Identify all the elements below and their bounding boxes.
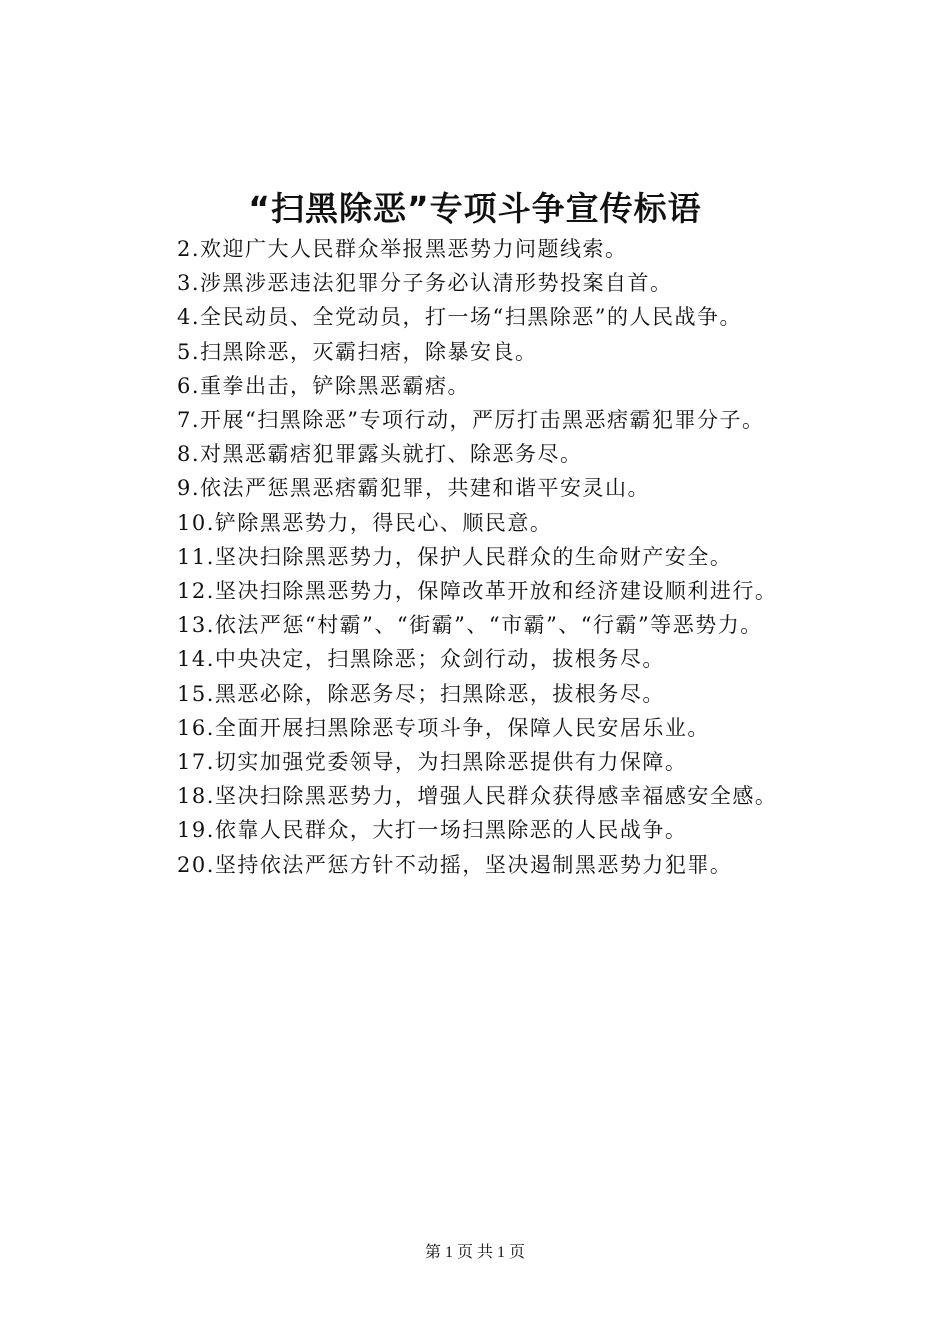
slogan-paragraph: 7.开展“扫黑除恶”专项行动，严厉打击黑恶痞霸犯罪分子。 <box>177 408 765 433</box>
page-footer: 第 1 页 共 1 页 <box>424 1244 525 1261</box>
slogan-paragraph: 20.坚持依法严惩方针不动摇，坚决遏制黑恶势力犯罪。 <box>177 852 733 877</box>
slogan-paragraph: 4.全民动员、全党动员，打一场“扫黑除恶”的人民战争。 <box>177 305 743 330</box>
document-body <box>130 232 840 882</box>
slogan-paragraph: 5.扫黑除恶，灭霸扫痞，除暴安良。 <box>177 339 538 364</box>
document-title: “扫黑除恶”专项斗争宣传标语 <box>248 189 702 228</box>
slogan-paragraph: 15.黑恶必除，除恶务尽；扫黑除恶，拔根务尽。 <box>177 681 665 706</box>
slogan-paragraph: 16.全面开展扫黑除恶专项斗争，保障人民安居乐业。 <box>177 715 710 740</box>
slogan-paragraph: 2.欢迎广大人民群众举报黑恶势力问题线索。 <box>177 237 628 261</box>
slogan-paragraph: 14.中央决定，扫黑除恶；众剑行动，拔根务尽。 <box>177 647 665 672</box>
slogan-paragraph: 13.依法严惩“村霸”、“街霸”、“市霸”、“行霸”等恶势力。 <box>177 613 763 638</box>
slogan-paragraph: 9.依法严惩黑恶痞霸犯罪，共建和谐平安灵山。 <box>177 476 651 501</box>
slogan-paragraph: 12.坚决扫除黑恶势力，保障改革开放和经济建设顺利进行。 <box>177 579 778 604</box>
slogan-paragraph: 8.对黑恶霸痞犯罪露头就打、除恶务尽。 <box>177 442 583 467</box>
slogan-paragraph: 19.依靠人民群众，大打一场扫黑除恶的人民战争。 <box>177 818 688 843</box>
slogan-paragraph: 17.切实加强党委领导，为扫黑除恶提供有力保障。 <box>177 750 688 775</box>
slogan-paragraph: 11.坚决扫除黑恶势力，保护人民群众的生命财产安全。 <box>177 544 733 569</box>
slogan-paragraph: 10.铲除黑恶势力，得民心、顺民意。 <box>177 510 553 535</box>
slogan-paragraph: 6.重拳出击，铲除黑恶霸痞。 <box>177 373 471 398</box>
slogan-paragraph: 3.涉黑涉恶违法犯罪分子务必认清形势投案自首。 <box>177 271 673 296</box>
slogan-paragraph: 18.坚决扫除黑恶势力，增强人民群众获得感幸福感安全感。 <box>177 784 778 809</box>
